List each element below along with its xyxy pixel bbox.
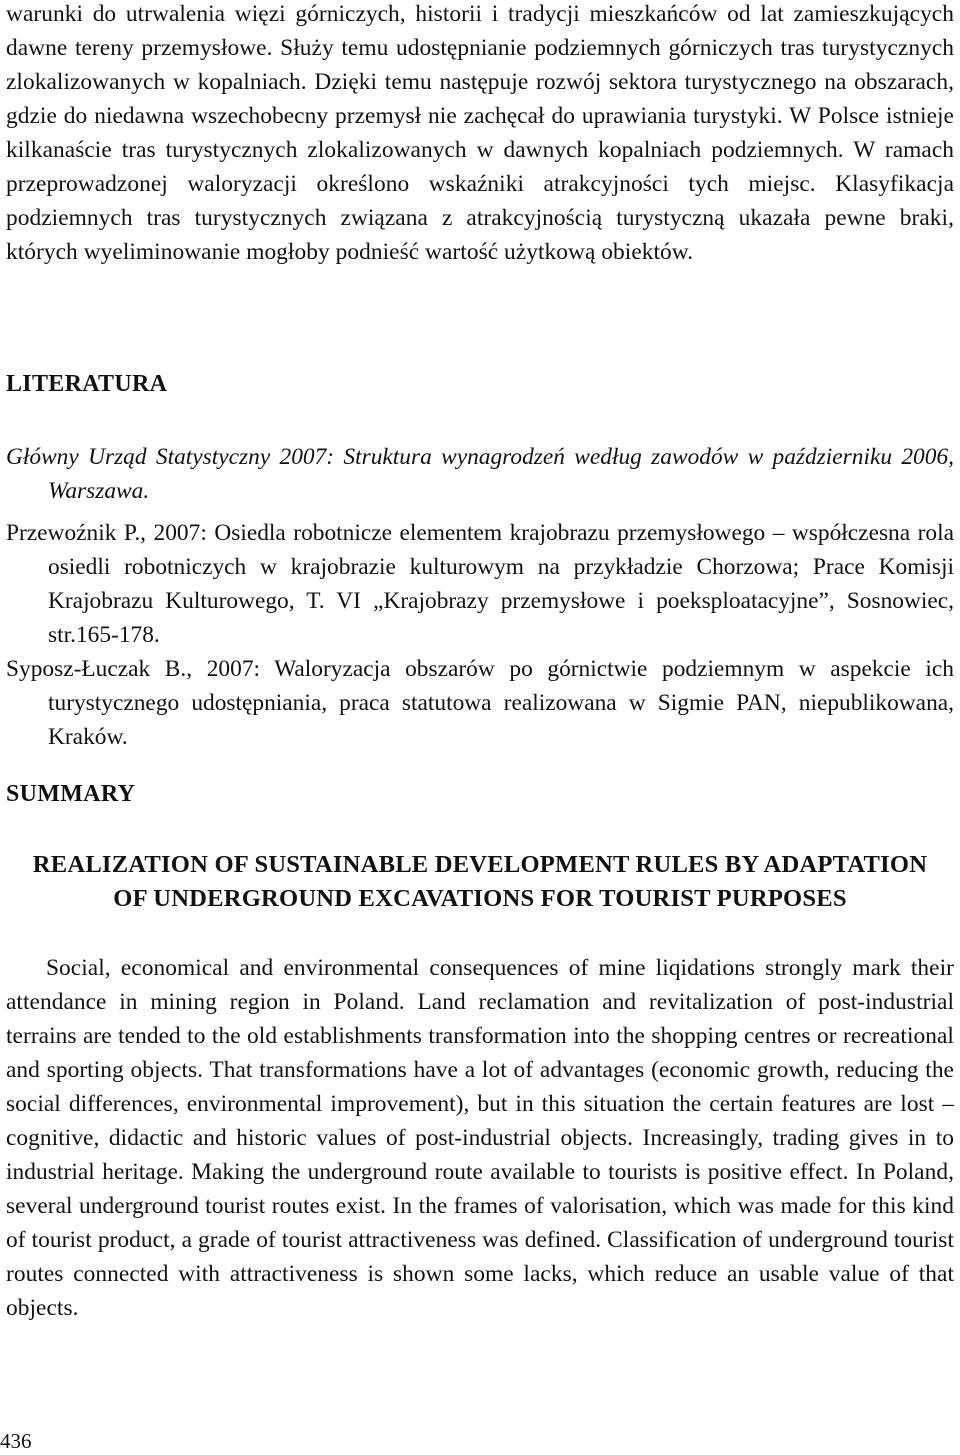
summary-section [6, 951, 954, 1325]
document-page [6, 0, 954, 1321]
page-number: 436 [0, 1429, 32, 1453]
reference-item: Przewoźnik P., 2007: Osiedla robotnicze elementem krajobrazu przemysłowego – współczesna rola osiedli robotniczych w krajobrazie kulturowym na przykładzie Chorzowa; Prace Komisji Krajobrazu Kulturowego, T. VI „Krajobrazy przemysłowe i poeksploatacyjne”, Sosnowiec, str.165-178. [6, 520, 954, 648]
literature-heading: LITERATURA [6, 371, 168, 397]
summary-body: Social, economical and environmental consequences of mine liqidations strongly mark their attendance in mining region in Poland. Land reclamation and revitalization of post-industrial terrains are tended to the old establishments transformation into the shopping centres or recreational and sporting objects. That transformations have a lot of advantages (economic growth, reducing the social differences, environmental improvement), but in this situation the certain features are lost – cognitive, didactic and historic values of post-industrial objects. Increasingly, trading gives in to industrial heritage. Making the underground route available to tourists is positive effect. In Poland, several underground tourist routes exist. In the frames of valorisation, which was made for this kind of tourist product, a grade of tourist attractiveness was defined. Classification of underground tourist routes connected with attractiveness is shown some lacks, which reduce an usable value of that objects. [6, 955, 954, 1321]
summary-title-line: OF UNDERGROUND EXCAVATIONS FOR TOURIST PURPOSES [113, 885, 847, 912]
intro-paragraph: warunki do utrwalenia więzi górniczych, historii i tradycji mieszkańców od lat zamieszkujących dawne tereny przemysłowe. Służy temu udostępnianie podziemnych górniczych tras turystycznych zlokalizowanych w kopalniach. Dzięki temu następuje rozwój sektora turystycznego na obszarach, gdzie do niedawna wszechobecny przemysł nie zachęcał do uprawiania turystyki. W Polsce istnieje kilkanaście tras turystycznych zlokalizowanych w dawnych kopalniach podziemnych. W ramach przeprowadzonej waloryzacji określono wskaźniki atrakcyjności tych miejsc. Klasyfikacja podziemnych tras turystycznych związana z atrakcyjnością turystyczną ukazała pewne braki, których wyeliminowanie mogłoby podnieść wartość użytkową obiektów. [6, 1, 954, 265]
reference-item: Główny Urząd Statystyczny 2007: Struktura wynagrodzeń według zawodów w październiku 2006, Warszawa. [6, 444, 954, 504]
reference-list [6, 440, 954, 754]
summary-title [6, 848, 954, 916]
summary-title-line: REALIZATION OF SUSTAINABLE DEVELOPMENT RULES BY ADAPTATION [32, 851, 928, 878]
summary-heading: SUMMARY [6, 781, 136, 807]
reference-item: Syposz-Łuczak B., 2007: Waloryzacja obszarów po górnictwie podziemnym w aspekcie ich turystycznego udostępniania, praca statutowa realizowana w Sigmie PAN, niepublikowana, Kraków. [6, 656, 954, 750]
